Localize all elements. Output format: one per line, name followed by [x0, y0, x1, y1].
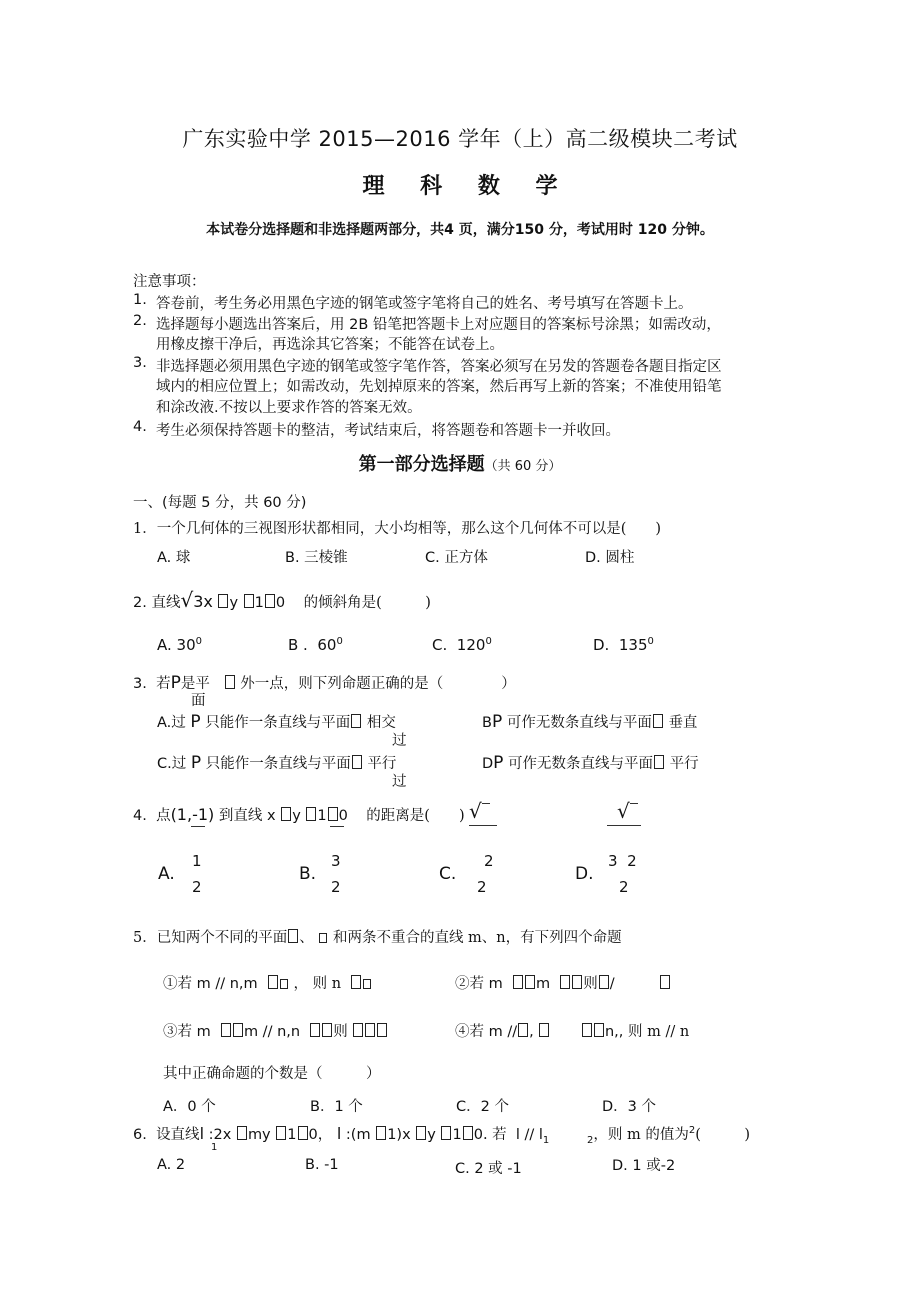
q6-par: l // l	[515, 1127, 543, 1143]
sqrt-icon: √	[469, 799, 497, 826]
q2-option-a	[157, 636, 202, 654]
placeholder-box-icon	[288, 929, 298, 943]
q6-eq2: :(m	[345, 1127, 371, 1143]
q6-then: ，则 m 的值为	[593, 1127, 689, 1143]
placeholder-box-icon	[352, 755, 362, 769]
placeholder-box-icon	[463, 1126, 473, 1140]
q3-option-a-label: A.	[157, 715, 172, 731]
q5-prop-2-then: 则	[583, 976, 598, 992]
q3-option-b-label: B	[482, 715, 492, 731]
q3-option-d-text: 可作无数条直线与平面	[508, 756, 654, 772]
q5-stem-1: 5．已知两个不同的平面	[133, 930, 288, 946]
placeholder-box-icon	[654, 755, 664, 769]
q3-option-c-under: 过	[392, 774, 407, 790]
q6-pre: 设直线	[156, 1127, 200, 1143]
q6-eq1: :2x	[208, 1127, 232, 1143]
exam-intro: 本试卷分选择题和非选择题两部分，共4 页，满分150 分，考试用时 120 分钟。	[206, 222, 714, 238]
q4-pre: 点	[156, 808, 171, 824]
q3-option-a-tail: 相交	[366, 715, 396, 731]
placeholder-box-icon	[560, 975, 570, 989]
fraction-bar	[191, 826, 205, 827]
q4-option-c-den: 2	[477, 878, 487, 896]
q2-option-c	[432, 636, 492, 654]
q1-option-d: D. 圆柱	[585, 550, 635, 566]
q6-paren: ( )	[695, 1127, 751, 1143]
q5-prop-4: ④若 m // , n,, 则 m // n	[455, 1024, 690, 1040]
q6-eq2e: 0	[473, 1127, 483, 1143]
notice-item-4-num: 4.	[133, 419, 147, 435]
placeholder-box-icon	[237, 1126, 247, 1140]
q3-option-c-p: P	[190, 753, 202, 773]
q4-option-d-label: D.	[575, 864, 594, 884]
placeholder-box-icon	[319, 933, 327, 943]
q2-option-d	[593, 636, 654, 654]
q6-stem	[133, 1123, 549, 1146]
q5-stem-3: 和两条不重合的直线 m、n，有下列四个命题	[332, 930, 622, 946]
q5-prop-1	[163, 972, 372, 993]
q2-math: 3x	[193, 592, 213, 611]
q3-option-b-p: P	[491, 712, 503, 732]
sqrt-icon: √	[607, 799, 641, 826]
q5-prop-3-mark: ③若	[163, 1024, 192, 1040]
q2-option-d-value: 135	[618, 636, 648, 654]
q3-option-c-tail: 平行	[367, 756, 397, 772]
placeholder-box-icon	[310, 1023, 320, 1037]
q6-comma: ，	[317, 1127, 333, 1143]
q6-ruo: . 若	[482, 1127, 507, 1143]
q6-l1: l	[199, 1124, 205, 1143]
placeholder-box-icon	[582, 1023, 592, 1037]
q3-option-b	[482, 711, 697, 732]
placeholder-box-icon	[276, 1126, 286, 1140]
q3-pre: 若	[156, 676, 171, 692]
q1-option-b: B. 三棱锥	[285, 550, 348, 566]
q2-option-b-label: B .	[288, 636, 308, 654]
placeholder-box-icon	[653, 714, 663, 728]
placeholder-box-icon	[594, 1023, 604, 1037]
q6-eq1b: my	[247, 1127, 271, 1143]
q6-eq1d: 0	[308, 1127, 318, 1143]
q2-num: 2.	[133, 595, 147, 611]
placeholder-box-icon	[539, 1023, 549, 1037]
q2-y: y	[229, 595, 239, 611]
q3-option-a-text: 只能作一条直线与平面	[205, 715, 351, 731]
placeholder-box-icon	[281, 807, 291, 821]
q4-num: 4.	[133, 808, 147, 824]
q5-prop-2-mid: m	[535, 976, 551, 992]
q3-option-c-label: C.	[157, 756, 172, 772]
q4-y: y	[292, 808, 301, 824]
q3-option-c-text: 只能作一条直线与平面	[205, 756, 351, 772]
placeholder-box-icon	[244, 594, 254, 608]
q6-l2: l	[336, 1124, 342, 1143]
q4-option-a-label: A.	[158, 864, 175, 884]
q4-option-b-num: 3	[331, 852, 341, 870]
placeholder-box-icon	[225, 675, 235, 689]
q1-stem: 1．一个几何体的三视图形状都相同，大小均相等，那么这个几何体不可以是( )	[133, 521, 662, 537]
q5-prop-2	[455, 972, 671, 993]
q5-prop-3-text: m	[196, 1024, 211, 1040]
q5-prop-1-mark: ①若	[163, 976, 192, 992]
q3-stem-a: 是平	[180, 676, 210, 692]
q3-option-b-tail: 垂直	[668, 715, 698, 731]
q3-stem-a2: 面	[191, 693, 206, 709]
notice-item-2-line-1: 选择题每小题选出答案后，用 2B 铅笔把答题卡上对应题目的答案标号涂黑；如需改动，	[156, 317, 721, 333]
q2-option-c-value: 120	[456, 636, 486, 654]
q2-post: 的倾斜角是( )	[303, 595, 431, 611]
placeholder-box-icon	[513, 975, 523, 989]
q5-stem-2: 、	[299, 930, 314, 946]
q4-one: 1	[317, 808, 327, 824]
q3-option-c-pre: 过	[171, 756, 187, 772]
q6-num: 6.	[133, 1127, 147, 1143]
q2-option-b	[288, 636, 343, 654]
q5-prop-4-mid: n,,	[604, 1024, 624, 1040]
placeholder-box-icon	[218, 594, 228, 608]
q1-option-c: C. 正方体	[425, 550, 488, 566]
q4-mid: 到直线	[218, 808, 263, 824]
degree-sign: 0	[336, 636, 343, 647]
q3-option-a-pre: 过	[171, 715, 186, 731]
placeholder-box-icon	[233, 1023, 243, 1037]
placeholder-box-icon	[376, 1126, 386, 1140]
q3-option-d-p: P	[493, 753, 504, 773]
notice-item-2-num: 2.	[133, 313, 147, 329]
notice-item-1-line-1: 答卷前，考生务必用黑色字迹的钢笔或签字笔将自己的姓名、考号填写在答题卡上。	[156, 296, 693, 312]
notice-item-3-line-3: 和涂改液.不按以上要求作答的答案无效。	[156, 400, 422, 416]
placeholder-box-icon	[322, 1023, 332, 1037]
placeholder-box-icon	[525, 975, 535, 989]
part-heading: 一、(每题 5 分，共 60 分)	[133, 495, 307, 511]
q6-option-b: B. -1	[305, 1157, 339, 1173]
placeholder-box-icon	[660, 975, 670, 989]
q5-stem	[133, 926, 622, 947]
q6-option-a: A. 2	[157, 1157, 186, 1173]
placeholder-box-icon	[441, 1126, 451, 1140]
placeholder-box-icon	[351, 975, 361, 989]
placeholder-box-icon	[268, 975, 278, 989]
placeholder-box-icon	[377, 1023, 387, 1037]
exam-title: 广东实验中学 2015—2016 学年（上）高二级模块二考试	[182, 127, 738, 151]
q3-p: P	[170, 673, 181, 693]
q4-post: 的距离是( )	[366, 808, 465, 824]
q6-eq1c: 1	[287, 1127, 297, 1143]
q2-pre: 直线	[151, 595, 181, 611]
placeholder-box-icon	[351, 714, 361, 728]
q6-tail	[587, 1123, 750, 1146]
placeholder-box-icon	[363, 979, 371, 989]
placeholder-box-icon	[599, 975, 609, 989]
q6-par-sub: 1	[542, 1134, 550, 1146]
q3-option-d-label: D	[482, 756, 494, 772]
placeholder-box-icon	[518, 1023, 528, 1037]
q6-sub1: 1	[211, 1142, 218, 1153]
q4-point: (1,-1)	[170, 805, 215, 824]
q5-prop-1-then: ， 则 n	[293, 976, 342, 992]
notice-item-4-line-1: 考生必须保持答题卡的整洁，考试结束后，将答题卷和答题卡一并收回。	[156, 423, 620, 439]
placeholder-box-icon	[306, 807, 316, 821]
q3-option-c	[157, 752, 396, 773]
q3-option-b-text: 可作无数条直线与平面	[506, 715, 652, 731]
q5-prop-3-mid: m // n,n	[243, 1024, 301, 1040]
q5-prop-2-tail: /	[609, 976, 615, 992]
q5-prop-2-mark: ②若	[455, 976, 484, 992]
exam-subject: 理 科 数 学	[362, 174, 572, 199]
q2-option-b-value: 60	[317, 636, 337, 654]
q5-prop-3-then: 则	[333, 1024, 348, 1040]
placeholder-box-icon	[280, 979, 288, 989]
q5-prop-4-text: m //	[488, 1024, 518, 1040]
q6-eq2d: 1	[452, 1127, 462, 1143]
sqrt-icon: √	[180, 588, 194, 612]
q1-option-a: A. 球	[157, 550, 191, 566]
q3-option-d	[482, 752, 699, 773]
q3-stem-b: 外一点，则下列命题正确的是（ ）	[240, 676, 516, 692]
q4-option-c-num: 2	[484, 852, 494, 870]
fraction-bar	[330, 826, 344, 827]
q5-prop-4-then: 则 m // n	[627, 1024, 690, 1040]
q4-option-a-num: 1	[192, 852, 202, 870]
placeholder-box-icon	[265, 594, 275, 608]
q5-option-d: D．3 个	[602, 1099, 656, 1115]
placeholder-box-icon	[416, 1126, 426, 1140]
q3-num: 3.	[133, 676, 147, 692]
q3-option-d-tail: 平行	[669, 756, 699, 772]
q5-option-c: C．2 个	[456, 1099, 509, 1115]
section-title	[0, 450, 920, 476]
q5-option-a: A．0 个	[163, 1099, 216, 1115]
q4-option-c-label: C.	[439, 864, 457, 884]
degree-sign: 0	[647, 636, 654, 647]
q4-option-a-den: 2	[192, 878, 202, 896]
q2-one: 1	[254, 595, 264, 611]
degree-sign: 0	[485, 636, 492, 647]
q4-stem	[133, 804, 465, 825]
section-title-note: （共 60 分）	[484, 459, 562, 474]
q4-zero: 0	[338, 808, 348, 824]
q2-option-a-label: A.	[157, 636, 172, 654]
notice-heading: 注意事项：	[133, 274, 206, 290]
q5-option-b: B．1 个	[310, 1099, 363, 1115]
placeholder-box-icon	[572, 975, 582, 989]
q6-sub2: 2	[587, 1134, 594, 1146]
placeholder-box-icon	[353, 1023, 363, 1037]
q5-prop-3	[163, 1020, 388, 1041]
q5-prop-1-text: m // n,m	[196, 976, 258, 992]
q4-option-b-label: B.	[299, 864, 317, 884]
q2-option-d-label: D.	[593, 636, 610, 654]
q6-eq2b: 1)x	[387, 1127, 411, 1143]
q2-stem	[133, 588, 431, 612]
placeholder-box-icon	[365, 1023, 375, 1037]
placeholder-box-icon	[298, 1126, 308, 1140]
q6-sup2: 2	[688, 1125, 696, 1137]
q3-option-a	[157, 711, 396, 732]
q6-eq2c: y	[427, 1127, 436, 1143]
q5-prop-2-text: m	[488, 976, 503, 992]
q2-option-c-label: C.	[432, 636, 448, 654]
q4-option-b-den: 2	[331, 878, 341, 896]
degree-sign: 0	[195, 636, 203, 647]
q4-x: x	[266, 808, 276, 824]
notice-item-2-line-2: 用橡皮擦干净后，再选涂其它答案；不能答在试卷上。	[156, 337, 504, 353]
placeholder-box-icon	[328, 807, 338, 821]
q4-option-d-den: 2	[619, 878, 629, 896]
q4-option-d-num: 3 2	[608, 852, 637, 870]
notice-item-3-num: 3.	[133, 355, 147, 371]
q3-option-a-p: P	[190, 712, 201, 732]
q5-question: 其中正确命题的个数是（ ）	[163, 1066, 381, 1082]
notice-item-3-line-1: 非选择题必须用黑色字迹的钢笔或签字笔作答，答案必须写在另发的答题卷各题目指定区	[156, 359, 722, 375]
q6-option-c: C. 2 或 -1	[455, 1161, 522, 1177]
section-title-main: 第一部分选择题	[358, 454, 485, 475]
q2-zero: 0	[275, 595, 286, 611]
notice-item-1-num: 1.	[133, 292, 147, 308]
q6-option-d: D. 1 或-2	[612, 1158, 676, 1174]
q5-prop-4-mark: ④若	[455, 1024, 484, 1040]
q2-option-a-value: 30	[176, 636, 196, 654]
placeholder-box-icon	[221, 1023, 231, 1037]
notice-item-3-line-2: 域内的相应位置上；如需改动，先划掉原来的答案，然后再写上新的答案；不准使用铅笔	[156, 379, 722, 395]
q3-option-a-under: 过	[392, 733, 407, 749]
